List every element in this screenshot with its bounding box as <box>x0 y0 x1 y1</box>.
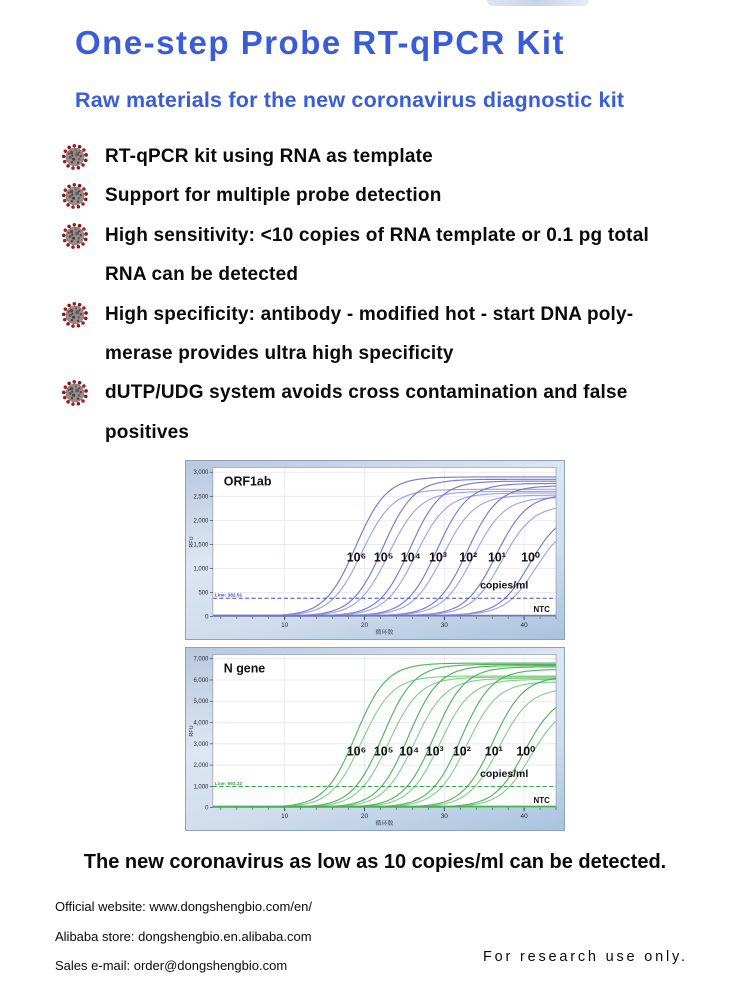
y-tick-label: 1,500 <box>193 542 209 549</box>
research-use-note: For research use only. <box>483 949 688 965</box>
y-tick-label: 2,500 <box>193 494 209 501</box>
feature-line <box>60 180 720 219</box>
coronavirus-bullet <box>60 180 105 211</box>
y-tick-label: 0 <box>205 614 209 621</box>
n-gene-amplification-chart <box>185 647 565 831</box>
coronavirus-bullet <box>60 141 105 172</box>
feature-text: High sensitivity: <10 copies of RNA template or 0.1 pg total <box>105 224 649 246</box>
y-tick-label: 1,000 <box>193 566 209 573</box>
x-axis-label: 循环数 <box>375 630 394 637</box>
top-decoration <box>487 0 589 6</box>
feature-text: Support for multiple probe detection <box>105 185 442 207</box>
y-tick-label: 5,000 <box>193 699 209 706</box>
threshold-label: Line: 382.51 <box>214 593 243 599</box>
feature-line <box>60 220 720 259</box>
x-tick-label: 40 <box>520 622 528 630</box>
coronavirus-icon <box>60 221 90 251</box>
x-tick-label: 30 <box>440 813 448 821</box>
y-tick-label: 3,000 <box>193 741 209 748</box>
ntc-label: NTC <box>533 796 550 806</box>
concentration-label: 10⁰ <box>521 550 540 565</box>
feature-text: High specificity: antibody - modified hot - start DNA poly- <box>105 303 634 325</box>
page-title: One-step Probe RT-qPCR Kit <box>75 24 566 61</box>
y-tick-label: 500 <box>198 590 209 597</box>
x-axis-label: 循环数 <box>375 821 394 828</box>
y-tick-label: 0 <box>205 805 209 812</box>
feature-line <box>60 377 720 416</box>
coronavirus-icon <box>60 300 90 330</box>
coronavirus-icon <box>60 142 90 172</box>
feature-line <box>60 141 720 180</box>
contact-line: Official website: www.dongshengbio.com/en/ <box>55 899 313 914</box>
y-tick-label: 6,000 <box>193 677 209 684</box>
units-label: copies/ml <box>480 580 529 592</box>
concentration-label: 10³ <box>425 744 444 759</box>
feature-text: RNA can be detected <box>105 264 299 286</box>
contact-info <box>55 899 312 988</box>
detection-statement: The new coronavirus as low as 10 copies/ml can be detected. <box>83 851 667 873</box>
gene-label: ORF1ab <box>223 474 272 489</box>
feature-text: dUTP/UDG system avoids cross contamination and false <box>105 382 628 404</box>
feature-line <box>60 259 720 298</box>
feature-list <box>60 141 720 456</box>
coronavirus-icon <box>60 378 90 408</box>
coronavirus-icon <box>60 181 90 211</box>
y-tick-label: 2,000 <box>193 763 209 770</box>
y-tick-label: 2,000 <box>193 518 209 525</box>
feature-line <box>60 299 720 338</box>
y-axis-label: RFU <box>188 536 195 548</box>
y-tick-label: 1,000 <box>193 784 209 791</box>
concentration-label: 10⁵ <box>373 550 394 565</box>
y-tick-label: 4,000 <box>193 720 209 727</box>
feature-line <box>60 417 720 456</box>
concentration-label: 10³ <box>428 550 447 565</box>
contact-line: Sales e-mail: order@dongshengbio.com <box>55 958 288 973</box>
ntc-label: NTC <box>533 605 550 615</box>
feature-line <box>60 338 720 377</box>
x-tick-label: 40 <box>520 813 528 821</box>
concentration-label: 10² <box>459 550 478 565</box>
x-tick-label: 10 <box>281 622 289 630</box>
concentration-label: 10¹ <box>484 744 503 759</box>
x-tick-label: 20 <box>360 622 369 630</box>
y-tick-label: 3,000 <box>193 470 209 477</box>
concentration-label: 10⁰ <box>516 744 536 759</box>
gene-label: N gene <box>223 661 266 676</box>
amplification-plot <box>186 648 564 830</box>
feature-text: merase provides ultra high specificity <box>105 342 454 364</box>
page-subtitle: Raw materials for the new coronavirus diagnostic kit <box>75 88 625 112</box>
concentration-label: 10⁴ <box>400 550 421 565</box>
y-axis-label: RFU <box>188 725 195 737</box>
concentration-label: 10⁴ <box>399 744 420 759</box>
concentration-label: 10⁶ <box>346 744 367 759</box>
coronavirus-bullet <box>60 299 105 330</box>
concentration-label: 10⁵ <box>373 744 394 759</box>
orf1ab-amplification-chart <box>185 460 565 640</box>
x-tick-label: 10 <box>281 813 289 821</box>
threshold-label: Line: 993.32 <box>214 782 243 788</box>
coronavirus-bullet <box>60 220 105 251</box>
units-label: copies/ml <box>480 769 529 781</box>
concentration-label: 10⁶ <box>346 550 367 565</box>
coronavirus-bullet <box>60 377 105 408</box>
feature-text: positives <box>105 421 190 443</box>
concentration-label: 10¹ <box>487 550 506 565</box>
x-tick-label: 30 <box>440 622 448 630</box>
concentration-label: 10² <box>452 744 471 759</box>
x-tick-label: 20 <box>360 813 369 821</box>
feature-text: RT-qPCR kit using RNA as template <box>105 146 433 167</box>
amplification-plot <box>186 461 564 639</box>
y-tick-label: 7,000 <box>193 656 209 663</box>
contact-line: Alibaba store: dongshengbio.en.alibaba.com <box>55 928 312 944</box>
